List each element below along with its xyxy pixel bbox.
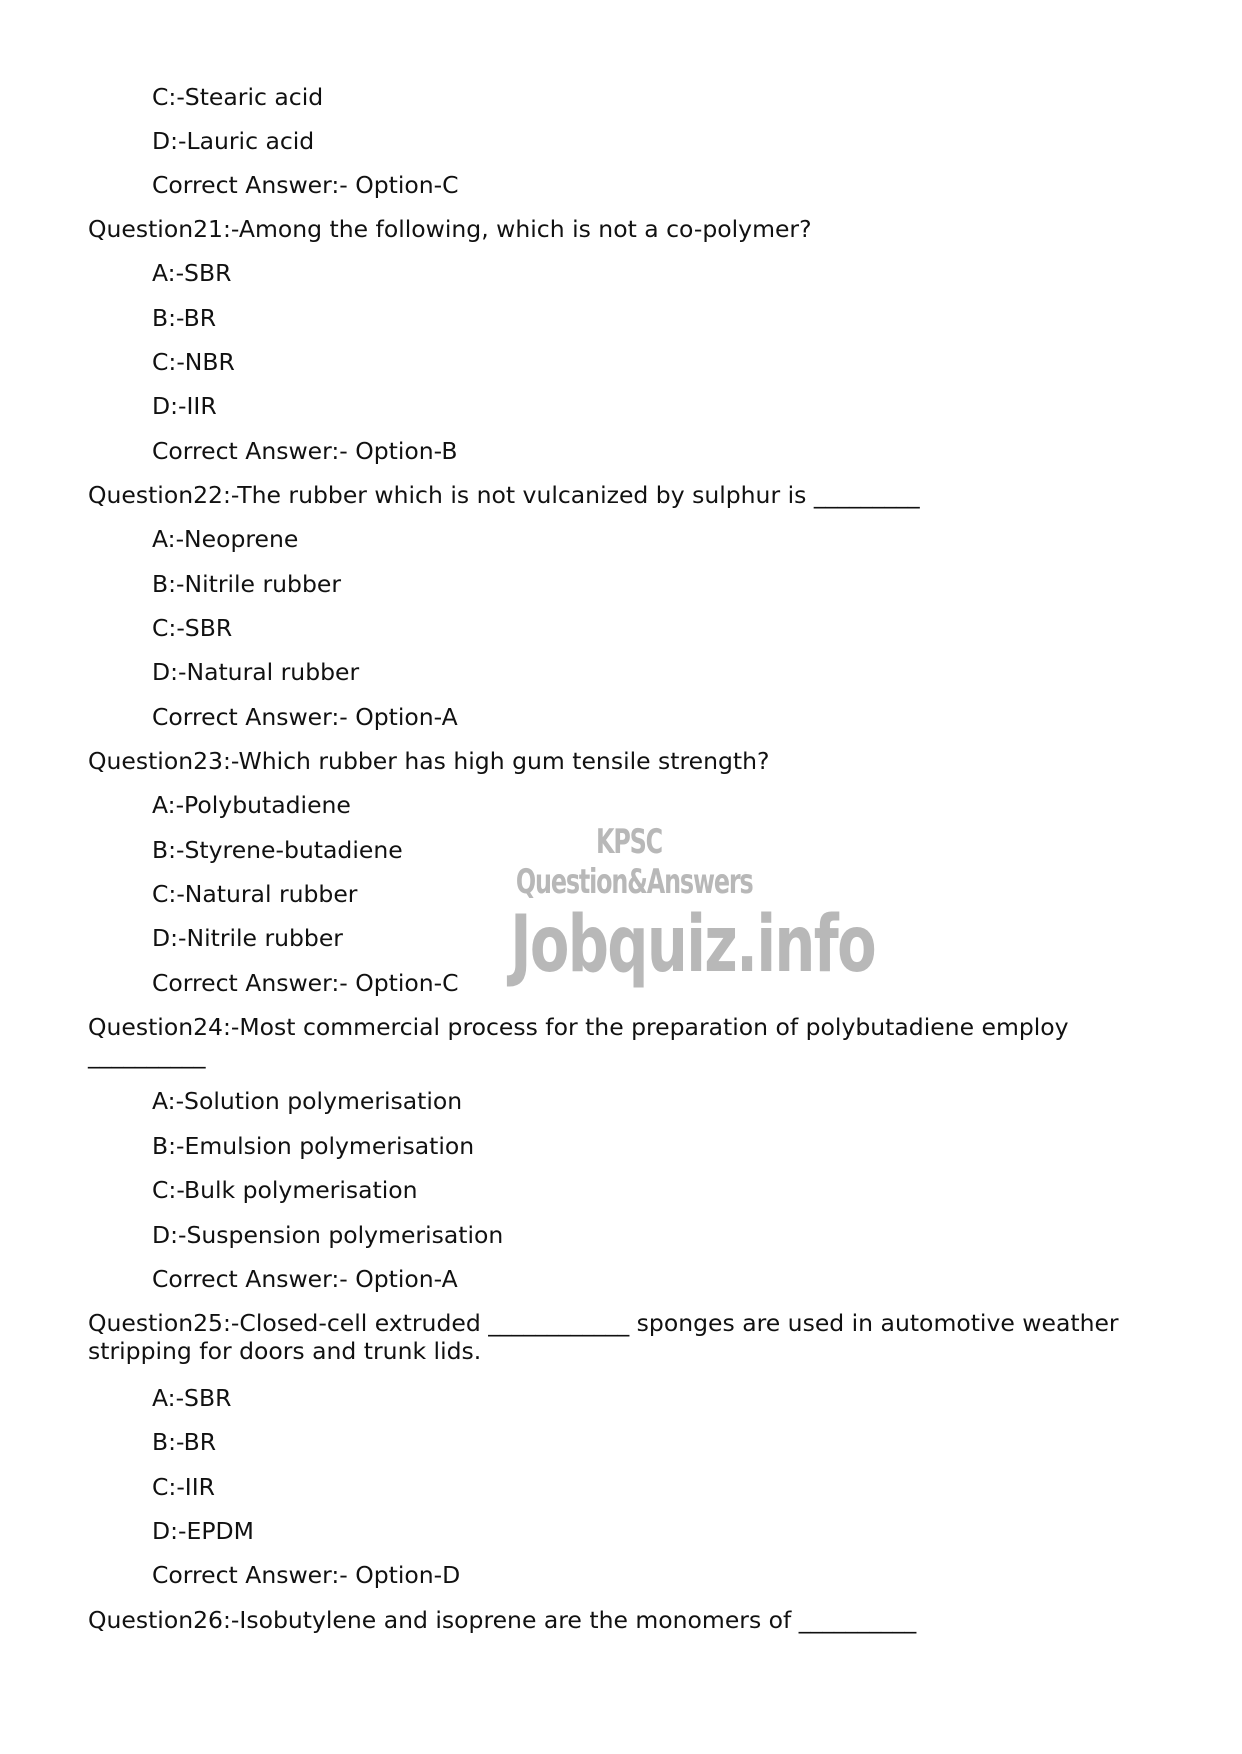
correct-answer: Correct Answer:- Option-D xyxy=(152,1561,461,1589)
correct-answer: Correct Answer:- Option-C xyxy=(152,969,459,997)
question-text: Question23:-Which rubber has high gum tensile strength? xyxy=(88,747,770,775)
option-b: B:-Styrene-butadiene xyxy=(152,836,403,864)
option-a: A:-Solution polymerisation xyxy=(152,1087,463,1115)
option-c: C:-Natural rubber xyxy=(152,880,358,908)
option-d: D:-Suspension polymerisation xyxy=(152,1221,504,1249)
watermark-line2: Jobquiz.info xyxy=(510,900,875,990)
correct-answer: Correct Answer:- Option-B xyxy=(152,437,458,465)
option-b: B:-Nitrile rubber xyxy=(152,570,341,598)
option-c: C:-Bulk polymerisation xyxy=(152,1176,418,1204)
option-d: D:-Natural rubber xyxy=(152,658,360,686)
option-c: C:-IIR xyxy=(152,1473,215,1501)
option-d: D:-Lauric acid xyxy=(152,127,315,155)
question-text: Question25:-Closed-cell extruded ____________ sponges are used in automotive weather stripping for doors and trunk lids. xyxy=(88,1309,1119,1365)
question-text: Question21:-Among the following, which is not a co-polymer? xyxy=(88,215,812,243)
option-b: B:-Emulsion polymerisation xyxy=(152,1132,475,1160)
question-text: Question26:-Isobutylene and isoprene are the monomers of __________ xyxy=(88,1606,917,1634)
option-c: C:-Stearic acid xyxy=(152,83,324,111)
question-text: Question22:-The rubber which is not vulcanized by sulphur is _________ xyxy=(88,481,920,509)
option-a: A:-SBR xyxy=(152,1384,232,1412)
correct-answer: Correct Answer:- Option-A xyxy=(152,1265,458,1293)
watermark xyxy=(484,822,875,990)
option-a: A:-SBR xyxy=(152,259,232,287)
option-b: B:-BR xyxy=(152,304,217,332)
option-a: A:-Neoprene xyxy=(152,525,299,553)
option-a: A:-Polybutadiene xyxy=(152,791,351,819)
option-d: D:-Nitrile rubber xyxy=(152,924,343,952)
correct-answer: Correct Answer:- Option-A xyxy=(152,703,458,731)
option-d: D:-IIR xyxy=(152,392,217,420)
question-text: Question24:-Most commercial process for the preparation of polybutadiene employ __________ xyxy=(88,1013,1069,1069)
option-c: C:-SBR xyxy=(152,614,233,642)
watermark-line1: KPSC Question&Answers xyxy=(515,822,753,902)
option-d: D:-EPDM xyxy=(152,1517,254,1545)
correct-answer: Correct Answer:- Option-C xyxy=(152,171,459,199)
option-b: B:-BR xyxy=(152,1428,217,1456)
option-c: C:-NBR xyxy=(152,348,235,376)
